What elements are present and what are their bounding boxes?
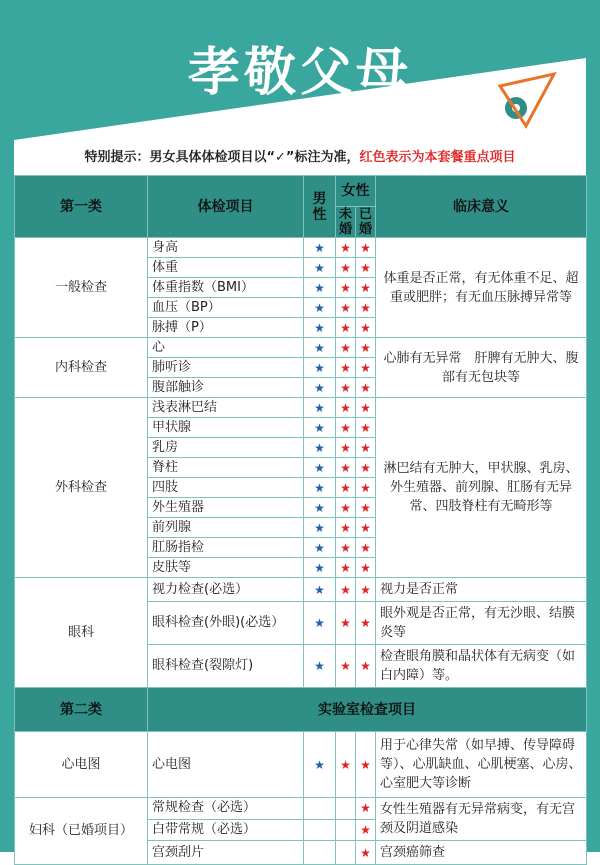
category-cell: 心电图 — [15, 732, 148, 798]
unmarried-star — [336, 819, 356, 841]
male-star: ★ — [304, 438, 336, 458]
item-name: 眼科检查(裂隙灯) — [148, 645, 304, 688]
header-unmarried: 未婚 — [336, 207, 356, 238]
item-name: 甲状腺 — [148, 418, 304, 438]
married-star: ★ — [356, 398, 376, 418]
unmarried-star: ★ — [336, 318, 356, 338]
married-star: ★ — [356, 602, 376, 645]
category-cell: 外科检查 — [15, 398, 148, 578]
item-name: 心电图 — [148, 732, 304, 798]
male-star: ★ — [304, 318, 336, 338]
table-row — [15, 798, 587, 820]
category-cell: 一般检查 — [15, 238, 148, 338]
unmarried-star: ★ — [336, 558, 356, 578]
item-name: 脊柱 — [148, 458, 304, 478]
item-name: 心 — [148, 338, 304, 358]
unmarried-star — [336, 841, 356, 865]
married-star: ★ — [356, 558, 376, 578]
item-name: 血压（BP） — [148, 298, 304, 318]
meaning-cell: 视力是否正常 — [376, 578, 587, 602]
item-name: 白带常规（必选） — [148, 819, 304, 841]
unmarried-star: ★ — [336, 478, 356, 498]
married-star: ★ — [356, 298, 376, 318]
unmarried-star: ★ — [336, 358, 356, 378]
header-female: 女性 — [336, 176, 376, 207]
meaning-cell: 用于心律失常（如早搏、传导障碍等）、心肌缺血、心肌梗塞、心房、心室肥大等诊断 — [376, 732, 587, 798]
meaning-cell: 眼外观是否正常，有无沙眼、结膜炎等 — [376, 602, 587, 645]
table-row — [15, 578, 587, 602]
male-star: ★ — [304, 645, 336, 688]
page-title: 孝敬父母 — [187, 43, 412, 103]
item-name: 肺听诊 — [148, 358, 304, 378]
married-star: ★ — [356, 578, 376, 602]
second-title: 实验室检查项目 — [148, 688, 587, 732]
header-married: 已婚 — [356, 207, 376, 238]
married-star: ★ — [356, 798, 376, 820]
unmarried-star: ★ — [336, 602, 356, 645]
table-row — [15, 238, 587, 258]
header-item: 体检项目 — [148, 176, 304, 238]
category-cell: 内科检查 — [15, 338, 148, 398]
second-category-header: 第二类 — [15, 688, 148, 732]
married-star: ★ — [356, 258, 376, 278]
married-star: ★ — [356, 732, 376, 798]
item-name: 身高 — [148, 238, 304, 258]
male-star: ★ — [304, 518, 336, 538]
item-name: 常规检查（必选） — [148, 798, 304, 820]
header-male: 男性 — [304, 176, 336, 238]
notice-text: 特别提示：男女具体体检项目以“✓”标注为准，红色表示为本套餐重点项目 — [84, 150, 516, 165]
meaning-cell: 体重是否正常，有无体重不足、超重或肥胖；有无血压脉搏异常等 — [376, 238, 587, 338]
header-category: 第一类 — [15, 176, 148, 238]
unmarried-star: ★ — [336, 438, 356, 458]
item-name: 肛肠指检 — [148, 538, 304, 558]
unmarried-star: ★ — [336, 258, 356, 278]
item-name: 皮肤等 — [148, 558, 304, 578]
married-star: ★ — [356, 841, 376, 865]
male-star: ★ — [304, 238, 336, 258]
meaning-cell: 女性生殖器有无异常病变，有无宫颈及阴道感染 — [376, 798, 587, 841]
unmarried-star — [336, 798, 356, 820]
male-star: ★ — [304, 732, 336, 798]
table-row — [15, 732, 587, 798]
item-name: 体重 — [148, 258, 304, 278]
exam-table — [14, 175, 587, 865]
table-row — [15, 398, 587, 418]
category-cell: 眼科 — [15, 578, 148, 688]
male-star — [304, 841, 336, 865]
married-star: ★ — [356, 238, 376, 258]
male-star: ★ — [304, 418, 336, 438]
male-star: ★ — [304, 298, 336, 318]
male-star: ★ — [304, 338, 336, 358]
meaning-cell: 宫颈癌筛查 — [376, 841, 587, 865]
male-star: ★ — [304, 358, 336, 378]
male-star — [304, 798, 336, 820]
married-star: ★ — [356, 518, 376, 538]
male-star: ★ — [304, 398, 336, 418]
unmarried-star: ★ — [336, 645, 356, 688]
male-star: ★ — [304, 278, 336, 298]
item-name: 前列腺 — [148, 518, 304, 538]
unmarried-star: ★ — [336, 458, 356, 478]
male-star: ★ — [304, 538, 336, 558]
unmarried-star: ★ — [336, 338, 356, 358]
table-row — [15, 338, 587, 358]
item-name: 腹部触诊 — [148, 378, 304, 398]
item-name: 四肢 — [148, 478, 304, 498]
item-name: 视力检查(必选） — [148, 578, 304, 602]
male-star: ★ — [304, 558, 336, 578]
header-banner — [14, 0, 586, 175]
unmarried-star: ★ — [336, 538, 356, 558]
meaning-cell: 检查眼角膜和晶状体有无病变（如白内障）等。 — [376, 645, 587, 688]
married-star: ★ — [356, 538, 376, 558]
male-star: ★ — [304, 602, 336, 645]
married-star: ★ — [356, 819, 376, 841]
male-star — [304, 819, 336, 841]
male-star: ★ — [304, 458, 336, 478]
header-meaning: 临床意义 — [376, 176, 587, 238]
unmarried-star: ★ — [336, 732, 356, 798]
married-star: ★ — [356, 478, 376, 498]
married-star: ★ — [356, 278, 376, 298]
item-name: 外生殖器 — [148, 498, 304, 518]
unmarried-star: ★ — [336, 518, 356, 538]
married-star: ★ — [356, 318, 376, 338]
unmarried-star: ★ — [336, 238, 356, 258]
unmarried-star: ★ — [336, 298, 356, 318]
left-border-band — [0, 0, 14, 852]
married-star: ★ — [356, 358, 376, 378]
item-name: 宫颈刮片 — [148, 841, 304, 865]
male-star: ★ — [304, 498, 336, 518]
category-cell: 妇科（已婚项目） — [15, 798, 148, 865]
male-star: ★ — [304, 378, 336, 398]
meaning-cell: 心肺有无异常 肝脾有无肿大、腹部有无包块等 — [376, 338, 587, 398]
married-star: ★ — [356, 338, 376, 358]
unmarried-star: ★ — [336, 418, 356, 438]
married-star: ★ — [356, 378, 376, 398]
item-name: 乳房 — [148, 438, 304, 458]
unmarried-star: ★ — [336, 578, 356, 602]
married-star: ★ — [356, 418, 376, 438]
unmarried-star: ★ — [336, 398, 356, 418]
item-name: 体重指数（BMI） — [148, 278, 304, 298]
married-star: ★ — [356, 645, 376, 688]
unmarried-star: ★ — [336, 378, 356, 398]
unmarried-star: ★ — [336, 278, 356, 298]
married-star: ★ — [356, 498, 376, 518]
meaning-cell: 淋巴结有无肿大，甲状腺、乳房、外生殖器、前列腺、肛肠有无异常、四肢脊柱有无畸形等 — [376, 398, 587, 578]
male-star: ★ — [304, 578, 336, 602]
married-star: ★ — [356, 458, 376, 478]
male-star: ★ — [304, 258, 336, 278]
right-border-band — [586, 0, 600, 852]
unmarried-star: ★ — [336, 498, 356, 518]
item-name: 浅表淋巴结 — [148, 398, 304, 418]
male-star: ★ — [304, 478, 336, 498]
item-name: 脉搏（P） — [148, 318, 304, 338]
item-name: 眼科检查(外眼)(必选） — [148, 602, 304, 645]
married-star: ★ — [356, 438, 376, 458]
